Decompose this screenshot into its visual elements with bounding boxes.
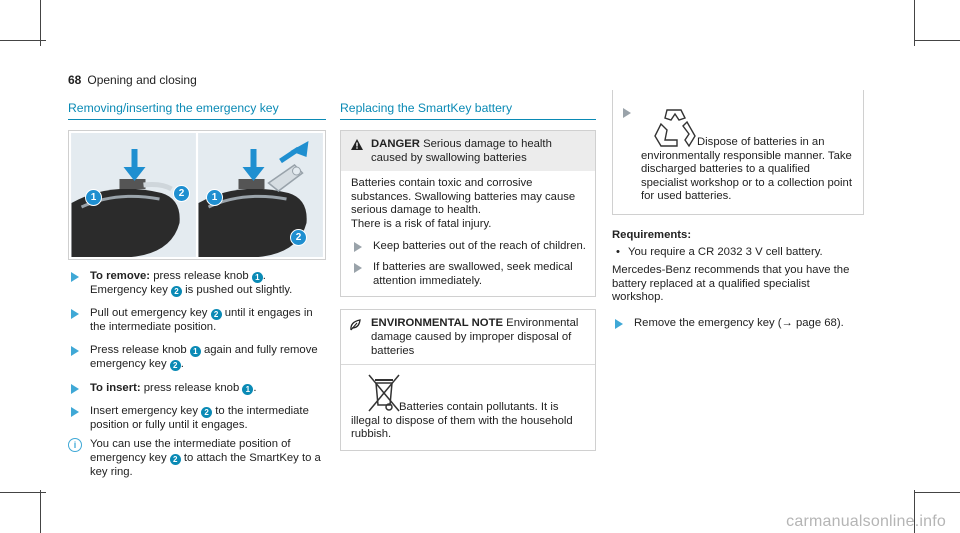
danger-body — [341, 171, 595, 296]
right-column — [612, 90, 894, 331]
callout-ref: 1 — [190, 346, 201, 357]
crop-mark — [0, 40, 46, 41]
callout-release-knob: 1 — [85, 189, 102, 206]
step-text: is pushed out slightly. — [182, 283, 293, 296]
callout-ref: 2 — [171, 286, 182, 297]
info-icon: i — [68, 438, 82, 452]
environmental-text: Batteries contain pollutants. It is illegal to dispose of them with the household rubbish. — [351, 401, 573, 441]
step-text: Insert emergency key — [90, 405, 202, 418]
step-text: Keep batteries out of the reach of children. — [373, 239, 586, 252]
section-heading-battery: Replacing the SmartKey battery — [340, 102, 596, 120]
step-arrow-icon — [71, 384, 79, 394]
emergency-key-illustration — [68, 130, 326, 260]
environmental-box — [340, 309, 596, 451]
middle-column — [340, 102, 596, 451]
step-text: to the intermediate position or fully until it engages. — [90, 405, 309, 431]
step-lead: To remove: — [90, 270, 151, 282]
figure-panel-insert — [198, 133, 323, 257]
step-text: again and fully remove emergency key — [90, 344, 318, 370]
danger-step-keep-away — [351, 240, 587, 254]
callout-ref: 2 — [170, 454, 181, 465]
disposal-box — [612, 90, 864, 215]
environmental-title: Environmental damage caused by improper disposal of batteries — [371, 317, 579, 357]
crop-mark — [40, 490, 41, 533]
requirements-title: Requirements: — [612, 228, 692, 241]
section-heading-emergency-key: Removing/inserting the emergency key — [68, 102, 326, 120]
warning-triangle-icon — [351, 139, 363, 150]
step-arrow-icon — [354, 242, 362, 252]
environmental-header — [341, 310, 595, 365]
danger-step-seek-help — [351, 261, 587, 288]
callout-ref: 2 — [201, 407, 212, 418]
danger-title: Serious damage to health caused by swallowing batteries — [371, 138, 552, 164]
step-insert — [68, 382, 326, 396]
step-press-again — [68, 344, 326, 371]
step-arrow-icon — [354, 263, 362, 273]
crop-mark — [914, 492, 960, 493]
step-arrow-icon — [71, 272, 79, 282]
step-text: press release knob — [150, 270, 252, 282]
page-header — [68, 74, 197, 88]
step-arrow-icon — [71, 407, 79, 417]
callout-ref: 1 — [242, 384, 253, 395]
step-pull-out — [68, 307, 326, 334]
danger-label: DANGER — [371, 138, 420, 150]
environmental-label: ENVIRONMENTAL NOTE — [371, 317, 504, 330]
environmental-body — [341, 365, 595, 450]
step-arrow-icon — [71, 309, 79, 319]
callout-ref: 2 — [211, 309, 222, 320]
crop-mark — [914, 40, 960, 41]
step-text: Press release knob — [90, 344, 190, 357]
disposal-text: Dispose of batteries in an environmentally responsible manner. Take discharged batteries to a qualified specialist workshop or to a collection point for used batteries. — [641, 136, 852, 203]
page-number: 68 — [68, 73, 82, 87]
step-text[interactable]: Remove the emergency key (→ page 68). — [634, 316, 844, 329]
step-lead: To insert: — [90, 381, 141, 394]
callout-ref: 1 — [252, 272, 263, 283]
step-text: . Emergency key — [90, 270, 266, 296]
step-text: press release knob — [140, 381, 243, 394]
callout-ref: 2 — [170, 360, 181, 371]
step-text: . — [253, 381, 257, 394]
info-note — [68, 438, 326, 479]
callout-emergency-key: 2 — [173, 185, 190, 202]
step-arrow-icon — [623, 108, 631, 118]
section-title: Opening and closing — [87, 73, 197, 87]
step-remove-key — [612, 317, 894, 331]
watermark-text: carmanualsonline.info — [786, 513, 946, 531]
step-text: Pull out emergency key — [90, 307, 211, 320]
left-column — [68, 102, 326, 479]
recommendation-text: Mercedes-Benz recommends that you have the battery replaced at a qualified specialist workshop. — [612, 264, 850, 304]
danger-box — [340, 130, 596, 297]
figure-panel-remove — [71, 133, 196, 257]
leaf-icon — [349, 319, 361, 331]
note-text: to attach the SmartKey to a key ring. — [90, 451, 321, 478]
callout-release-knob: 1 — [206, 189, 223, 206]
step-text: until it engages in the intermediate position. — [90, 307, 313, 333]
step-text: . — [180, 357, 184, 370]
note-text: You can use the intermediate position of emergency key — [90, 438, 291, 464]
step-remove — [68, 270, 326, 297]
danger-risk: There is a risk of fatal injury. — [351, 217, 492, 230]
step-text: If batteries are swallowed, seek medical attention immediately. — [373, 261, 573, 287]
danger-header — [341, 131, 595, 171]
danger-text: Batteries contain toxic and corrosive substances. Swallowing batteries may cause serious damage to health. — [351, 177, 576, 217]
requirement-item: • You require a CR 2032 3 V cell battery. — [612, 246, 894, 260]
step-arrow-icon — [71, 346, 79, 356]
callout-emergency-key: 2 — [290, 229, 307, 246]
step-insert-key — [68, 405, 326, 432]
step-arrow-icon — [615, 319, 623, 329]
crop-mark — [0, 492, 46, 493]
